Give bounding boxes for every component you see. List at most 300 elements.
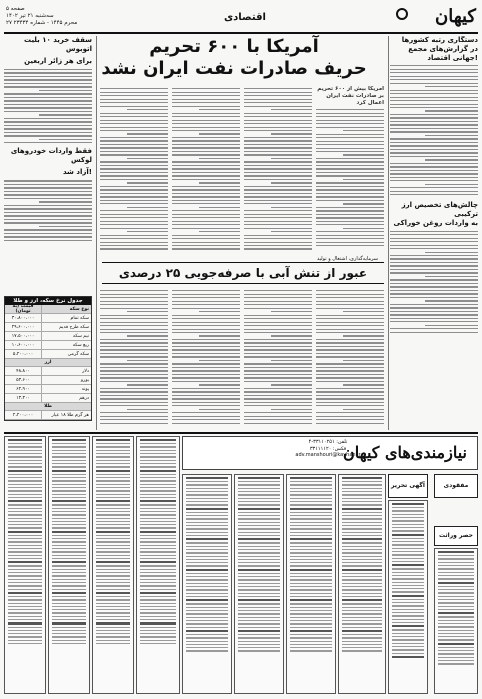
rates-section-gold: طلا: [5, 403, 91, 411]
text-line: [392, 527, 424, 528]
rates-table: [4, 296, 92, 421]
text-line: [186, 647, 228, 648]
text-line: [199, 335, 240, 336]
text-line: [316, 144, 384, 145]
text-line: [343, 179, 384, 180]
text-line: [316, 172, 384, 173]
text-line: [343, 228, 384, 229]
text-line: [290, 647, 332, 648]
text-line: [4, 191, 92, 192]
text-line: [186, 569, 228, 571]
text-line: [316, 168, 384, 169]
text-line: [100, 186, 168, 187]
text-line: [52, 474, 86, 475]
text-line: [172, 377, 240, 378]
text-line: [390, 245, 478, 246]
text-line: [238, 559, 280, 560]
text-line: [52, 463, 86, 464]
rates-row: [5, 394, 91, 403]
text-line: [316, 224, 384, 225]
text-line: [186, 546, 228, 547]
text-line: [290, 546, 332, 547]
text-line: [316, 308, 384, 309]
text-line: [4, 69, 92, 70]
text-line: [4, 240, 92, 241]
left-story-title-1: سقف خرید ۱۰ بلیت اتوبوس: [24, 36, 92, 53]
text-line: [290, 586, 332, 587]
text-line: [172, 402, 240, 403]
text-line: [52, 446, 86, 447]
text-line: [342, 647, 382, 648]
text-line: [392, 558, 424, 559]
text-line: [244, 137, 312, 138]
text-line: [342, 535, 382, 536]
text-line: [271, 360, 312, 361]
second-story-column: [172, 288, 240, 428]
text-line: [52, 524, 86, 525]
text-line: [342, 650, 382, 651]
text-line: [172, 374, 240, 375]
text-line: [342, 518, 382, 519]
text-line: [390, 297, 478, 298]
text-line: [244, 99, 312, 100]
left-story-title-3: فقط واردات خودروهای لوکس: [10, 147, 92, 165]
text-line: [100, 228, 168, 229]
text-line: [238, 538, 280, 540]
text-line: [238, 593, 280, 594]
text-line: [186, 576, 228, 577]
text-line: [244, 224, 312, 225]
text-line: [290, 630, 332, 632]
text-line: [52, 494, 86, 495]
text-line: [52, 636, 86, 637]
text-line: [316, 235, 384, 236]
rates-row: [5, 314, 91, 323]
text-line: [342, 573, 382, 574]
text-line: [342, 627, 382, 628]
text-line: [100, 168, 168, 169]
text-line: [342, 542, 382, 543]
text-line: [244, 186, 312, 187]
text-line: [390, 131, 478, 132]
text-line: [342, 607, 382, 608]
text-line: [392, 615, 424, 616]
text-line: [140, 555, 176, 556]
text-line: [100, 140, 168, 141]
text-line: [316, 294, 384, 295]
text-line: [316, 134, 384, 135]
classified-ad: [388, 500, 428, 694]
text-line: [392, 591, 424, 592]
text-line: [172, 224, 240, 225]
text-line: [172, 235, 240, 236]
text-line: [316, 395, 384, 396]
rates-row: [5, 323, 91, 332]
text-line: [425, 325, 478, 326]
text-line: [390, 156, 478, 157]
text-line: [140, 612, 176, 613]
rate-value: ۳۰،۸۰۰،۰۰۰: [11, 315, 35, 321]
second-story-headline: عبور از تنش آبی با صرفه‌جویی ۲۵ درصدی: [102, 262, 384, 284]
text-line: [343, 154, 384, 155]
text-line: [172, 99, 240, 100]
text-line: [238, 569, 280, 571]
text-line: [438, 647, 474, 648]
text-line: [316, 388, 384, 389]
text-line: [290, 494, 332, 495]
text-line: [172, 189, 240, 190]
text-line: [343, 203, 384, 204]
text-line: [96, 480, 130, 481]
text-line: [238, 552, 280, 553]
text-line: [238, 596, 280, 597]
text-line: [52, 535, 86, 536]
text-line: [4, 128, 92, 129]
text-line: [140, 640, 176, 641]
text-line: [140, 565, 176, 566]
text-line: [244, 106, 312, 107]
text-line: [244, 151, 312, 152]
text-line: [244, 363, 312, 364]
rate-value: ۵،۲۰۰،۰۰۰: [12, 351, 34, 357]
text-line: [390, 149, 478, 150]
text-line: [4, 233, 92, 234]
main-headline-line1: آمریکا با ۶۰۰ تحریم: [149, 36, 319, 57]
text-line: [8, 453, 42, 454]
second-story-column: [244, 288, 312, 428]
text-line: [238, 630, 280, 632]
right-sidebar: [390, 36, 478, 426]
text-line: [342, 559, 382, 560]
rates-row: [5, 350, 91, 359]
text-line: [244, 127, 312, 128]
text-line: [316, 419, 384, 420]
text-line: [390, 265, 478, 266]
text-line: [392, 561, 424, 562]
text-line: [238, 576, 280, 577]
text-line: [172, 228, 240, 229]
text-line: [342, 515, 382, 516]
section-title: اقتصادی: [224, 12, 266, 23]
text-line: [4, 83, 92, 84]
text-line: [244, 245, 312, 246]
text-line: [8, 575, 42, 576]
text-line: [96, 508, 130, 509]
text-line: [342, 569, 382, 571]
text-line: [186, 562, 228, 563]
text-line: [172, 186, 240, 187]
text-line: [52, 616, 86, 617]
text-line: [186, 630, 228, 632]
text-line: [52, 627, 86, 628]
text-line: [238, 515, 280, 516]
text-line: [390, 128, 478, 129]
text-line: [172, 290, 240, 291]
text-line: [316, 189, 384, 190]
text-line: [271, 335, 312, 336]
text-line: [392, 636, 424, 637]
text-line: [8, 480, 42, 481]
rates-header-type: نوع سکه: [41, 305, 91, 313]
classified-ad: [136, 436, 180, 694]
rates-section-currency: ارز: [5, 359, 91, 367]
text-line: [392, 534, 424, 536]
classified-box-title: حصر وراثت: [434, 526, 478, 546]
text-line: [244, 144, 312, 145]
text-line: [186, 634, 228, 635]
text-line: [316, 356, 384, 357]
text-line: [172, 395, 240, 396]
text-line: [100, 189, 168, 190]
text-line: [8, 603, 42, 604]
rates-row: [5, 341, 91, 350]
text-line: [186, 620, 228, 621]
text-line: [52, 545, 86, 546]
classified-ad: [338, 474, 386, 694]
text-line: [316, 349, 384, 350]
text-line: [271, 109, 312, 110]
text-line: [4, 236, 92, 237]
text-line: [100, 388, 168, 389]
text-line: [52, 497, 86, 498]
text-line: [140, 558, 176, 559]
text-line: [8, 531, 42, 533]
text-line: [390, 121, 478, 122]
text-line: [425, 276, 478, 277]
text-line: [172, 172, 240, 173]
text-line: [52, 521, 86, 522]
text-line: [172, 137, 240, 138]
text-line: [392, 643, 424, 644]
text-line: [390, 311, 478, 312]
text-line: [342, 481, 382, 482]
text-line: [100, 248, 168, 249]
text-line: [4, 118, 92, 119]
text-line: [238, 528, 280, 529]
text-line: [52, 500, 86, 502]
text-line: [186, 498, 228, 499]
text-line: [8, 500, 42, 502]
text-line: [4, 97, 92, 98]
text-line: [4, 72, 92, 73]
text-line: [52, 439, 86, 441]
text-line: [290, 508, 332, 510]
text-line: [238, 586, 280, 587]
text-line: [238, 562, 280, 563]
text-line: [96, 531, 130, 533]
right-story-body-2: [390, 231, 478, 333]
text-line: [186, 573, 228, 574]
text-line: [100, 120, 168, 121]
text-line: [244, 210, 312, 211]
text-line: [140, 545, 176, 546]
text-line: [244, 419, 312, 420]
text-line: [96, 551, 130, 552]
text-line: [342, 586, 382, 587]
text-line: [140, 619, 176, 620]
text-line: [244, 179, 312, 180]
text-line: [4, 125, 92, 126]
text-line: [342, 546, 382, 547]
text-line: [52, 596, 86, 597]
text-line: [96, 572, 130, 573]
text-line: [199, 158, 240, 159]
text-line: [342, 565, 382, 566]
text-line: [271, 182, 312, 183]
text-line: [290, 627, 332, 628]
rate-label: دلار: [41, 367, 91, 375]
text-line: [52, 565, 86, 566]
text-line: [244, 193, 312, 194]
text-line: [140, 514, 176, 515]
text-line: [140, 592, 176, 594]
text-line: [244, 248, 312, 249]
text-line: [8, 508, 42, 509]
text-line: [4, 184, 92, 185]
text-line: [96, 456, 130, 457]
text-line: [342, 552, 382, 553]
text-line: [100, 329, 168, 330]
text-line: [438, 568, 474, 569]
text-line: [8, 579, 42, 580]
text-line: [438, 639, 474, 640]
text-line: [8, 487, 42, 488]
main-headline-line2: حریف صادرات نفت ایران نشد: [101, 58, 367, 79]
text-line: [316, 367, 384, 368]
text-line: [4, 205, 92, 206]
text-line: [438, 572, 474, 573]
text-line: [52, 619, 86, 620]
text-line: [52, 484, 86, 485]
text-line: [127, 335, 168, 336]
text-line: [316, 342, 384, 343]
classified-ad: [92, 436, 134, 694]
text-line: [8, 545, 42, 546]
text-line: [316, 412, 384, 413]
text-line: [290, 589, 332, 590]
text-line: [100, 113, 168, 114]
text-line: [290, 576, 332, 577]
text-line: [186, 593, 228, 594]
second-story-column: [100, 288, 168, 428]
text-line: [140, 508, 176, 509]
text-line: [390, 97, 478, 98]
text-line: [4, 198, 92, 199]
text-line: [390, 152, 478, 153]
text-line: [8, 511, 42, 512]
text-line: [8, 463, 42, 464]
text-line: [244, 388, 312, 389]
text-line: [100, 235, 168, 236]
text-line: [100, 92, 168, 93]
text-line: [172, 210, 240, 211]
text-line: [390, 332, 478, 333]
text-line: [96, 439, 130, 441]
text-line: [390, 321, 478, 322]
text-line: [316, 325, 384, 326]
text-line: [8, 643, 42, 644]
text-line: [96, 450, 130, 451]
text-line: [52, 603, 86, 604]
rate-label: یورو: [41, 376, 91, 384]
text-line: [316, 148, 384, 149]
text-line: [8, 518, 42, 519]
text-line: [39, 139, 92, 140]
text-line: [390, 279, 478, 280]
text-line: [96, 612, 130, 613]
text-line: [4, 100, 92, 101]
text-line: [290, 532, 332, 533]
text-line: [100, 127, 168, 128]
text-line: [8, 606, 42, 607]
text-line: [290, 569, 332, 571]
text-line: [52, 487, 86, 488]
text-line: [4, 135, 92, 136]
text-line: [96, 565, 130, 566]
text-line: [96, 500, 130, 502]
text-line: [244, 391, 312, 392]
text-line: [100, 210, 168, 211]
text-line: [316, 116, 384, 117]
text-line: [140, 511, 176, 512]
text-line: [342, 498, 382, 499]
text-line: [390, 293, 478, 294]
text-line: [186, 494, 228, 495]
text-line: [96, 511, 130, 512]
text-line: [290, 481, 332, 482]
text-line: [96, 470, 130, 472]
text-line: [438, 575, 474, 576]
text-line: [100, 123, 168, 124]
text-line: [100, 398, 168, 399]
text-line: [392, 503, 424, 505]
text-line: [96, 636, 130, 637]
text-line: [96, 596, 130, 597]
text-line: [186, 565, 228, 566]
text-line: [52, 470, 86, 472]
text-line: [140, 446, 176, 447]
text-line: [186, 579, 228, 580]
text-line: [290, 599, 332, 601]
text-line: [172, 154, 240, 155]
text-line: [290, 613, 332, 614]
text-line: [342, 579, 382, 580]
masthead: [4, 4, 478, 34]
text-line: [96, 569, 130, 570]
text-line: [186, 532, 228, 533]
text-line: [100, 339, 168, 340]
text-line: [290, 484, 332, 485]
text-line: [172, 367, 240, 368]
text-line: [244, 318, 312, 319]
text-line: [438, 626, 474, 627]
text-line: [238, 599, 280, 601]
text-line: [392, 612, 424, 613]
text-line: [316, 141, 384, 142]
text-line: [316, 416, 384, 417]
text-line: [392, 649, 424, 650]
text-line: [271, 311, 312, 312]
text-line: [438, 612, 474, 614]
text-line: [244, 238, 312, 239]
text-line: [390, 142, 478, 143]
text-line: [244, 370, 312, 371]
text-line: [316, 405, 384, 406]
text-line: [172, 193, 240, 194]
text-line: [4, 111, 92, 112]
text-line: [52, 640, 86, 641]
text-line: [316, 196, 384, 197]
